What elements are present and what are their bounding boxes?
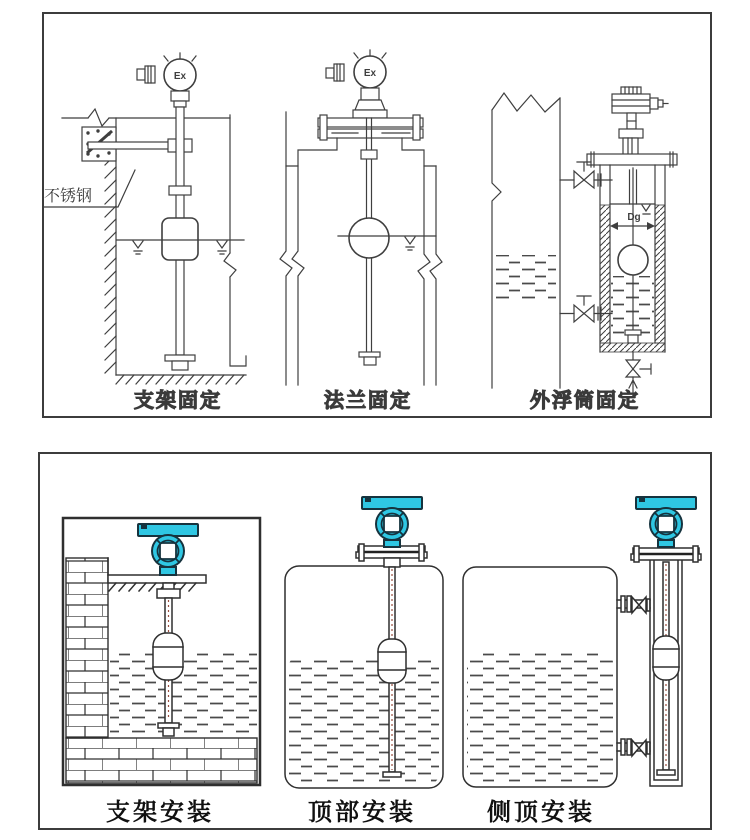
neck-collar [353, 110, 387, 118]
tank-wall-line [430, 166, 442, 385]
tank-wall-line [418, 166, 430, 385]
ex-head-icon [326, 50, 386, 88]
rod-coupling [157, 589, 180, 598]
float-ball-icon [349, 218, 389, 258]
bracket-arm [88, 142, 170, 149]
brick-floor [66, 738, 257, 783]
rod-end-block [364, 357, 376, 365]
nozzle-collar [384, 558, 400, 567]
ex-marking: Ex [363, 68, 377, 79]
ceiling-line [62, 109, 230, 126]
tank-wall-band [492, 93, 560, 388]
rod-end-stop [625, 330, 641, 335]
rod-coupling [361, 150, 377, 159]
ground-hatch [116, 375, 244, 384]
rod-end-stop [657, 770, 675, 775]
caption-top-install: 顶部安装 [308, 799, 416, 826]
rod-coupling [169, 186, 191, 195]
flange-icon [318, 115, 423, 140]
float-capsule-icon [653, 636, 679, 680]
neck-taper [355, 100, 385, 110]
caption-bracket-install: 支架安装 [106, 799, 214, 826]
drain-valve-icon [626, 352, 651, 392]
ex-marking: Ex [173, 71, 187, 82]
water-area [289, 656, 439, 784]
ex-head-icon [137, 53, 196, 91]
float-chamber-fixing-diagram [492, 87, 677, 412]
bracket-fixing-diagram [44, 53, 246, 412]
bracket-install-diagram [63, 518, 260, 826]
smart-transmitter-icon [362, 497, 422, 547]
water-area [467, 653, 613, 783]
rod-end-block [172, 361, 188, 370]
float-capsule-icon [378, 639, 406, 683]
installation-methods-panel [38, 452, 712, 830]
transmitter-head-icon [612, 87, 668, 155]
rod-end-block [163, 728, 174, 736]
brick-wall [66, 558, 108, 738]
head-neck [361, 88, 379, 100]
tank-wall-line [280, 112, 292, 385]
water-level-symbol [405, 237, 415, 250]
float-ball-icon [618, 245, 648, 275]
head-neck [171, 91, 189, 101]
valve-icon [560, 162, 612, 188]
pipe-valve-icon [617, 739, 650, 756]
caption-side-top-install: 侧顶安装 [487, 799, 595, 826]
flange-icon [587, 154, 677, 165]
flange-icon [631, 546, 701, 562]
tank-wall-line [292, 166, 304, 385]
head-base [174, 101, 186, 107]
flange-fixing-diagram [280, 50, 442, 412]
rod-end-stop [383, 772, 401, 777]
fixing-methods-panel [42, 12, 712, 418]
dg-label: Dg [627, 212, 641, 223]
rod-end-stop [165, 355, 195, 361]
stainless-steel-label: 不锈钢 [44, 188, 93, 205]
caption-bracket-fixing: 支架固定 [134, 390, 222, 412]
caption-float-chamber-fixing: 外浮筒固定 [530, 390, 640, 412]
rod-end-block [628, 335, 638, 343]
pipe-valve-icon [617, 596, 650, 613]
water-level-symbol [133, 241, 143, 254]
caption-flange-fixing: 法兰固定 [324, 390, 412, 412]
top-install-diagram [285, 497, 443, 826]
tank-liquid [496, 255, 556, 303]
float-capsule-icon [153, 633, 183, 680]
fixing-methods-drawing [44, 14, 710, 416]
smart-transmitter-icon [636, 497, 696, 547]
water-level-symbol [217, 241, 227, 254]
float-icon [162, 218, 198, 260]
side-top-install-diagram [463, 497, 701, 826]
water-level-symbol [642, 205, 650, 214]
mounting-shelf [108, 575, 206, 583]
installation-methods-drawing [40, 454, 710, 828]
wall-hatch [105, 128, 116, 373]
rod-end-stop [359, 352, 380, 357]
